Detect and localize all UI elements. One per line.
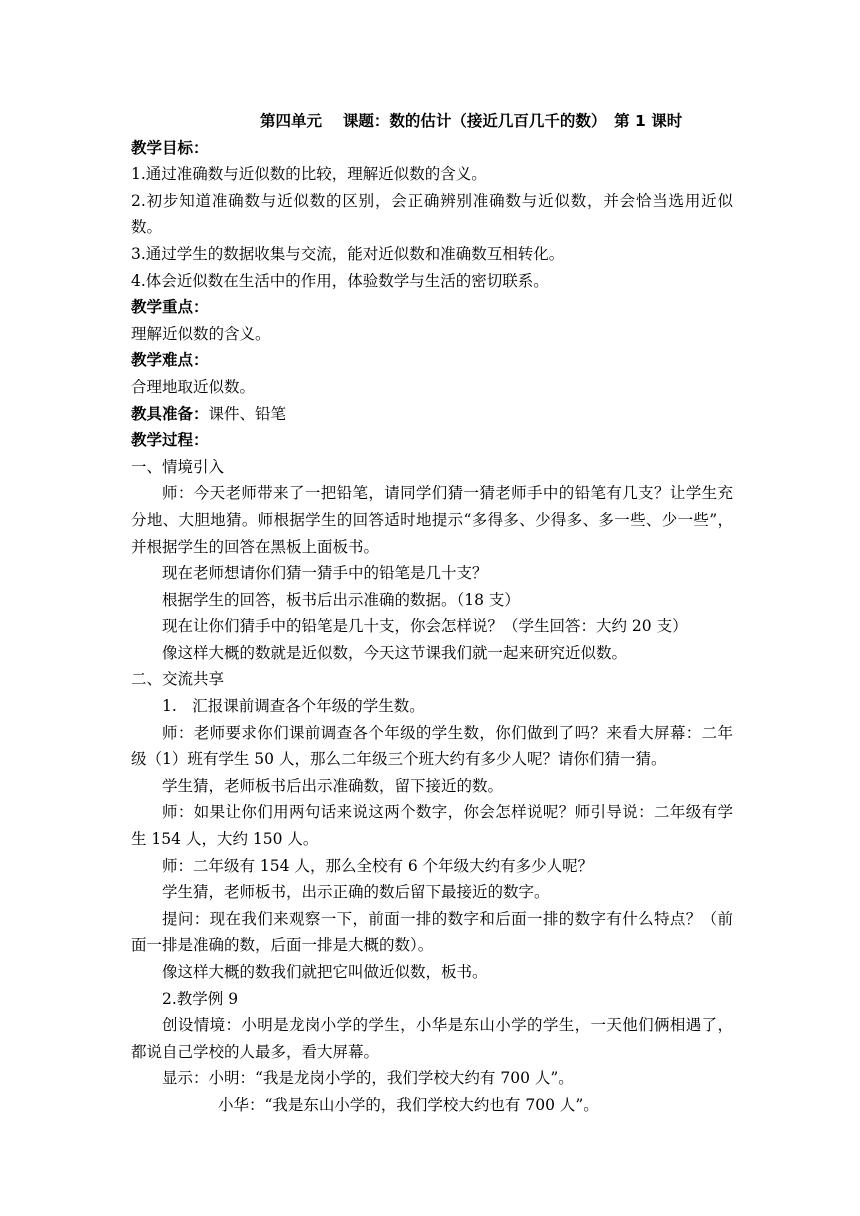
objective-item: 1.通过准确数与近似数的比较，理解近似数的含义。	[131, 165, 487, 184]
section-heading: 二、交流共享	[131, 670, 225, 689]
teaching-aids-heading: 教具准备：	[131, 404, 209, 423]
page-title: 第四单元 课题：数的估计（接近几百几千的数） 第 1 课时	[260, 112, 683, 130]
difficulty-text: 合理地取近似数。	[131, 377, 256, 396]
process-heading: 教学过程：	[131, 431, 209, 450]
dialogue-line: 小华：“我是东山小学的，我们学校大约也有 700 人”。	[218, 1095, 599, 1114]
section-heading: 一、情境引入	[131, 457, 225, 476]
objectives-heading: 教学目标：	[131, 138, 209, 157]
key-point-heading: 教学重点：	[131, 298, 209, 317]
paragraph: 创设情境：小明是龙岗小学的学生，小华是东山小学的学生，一天他们俩相遇了，都说自己学校的人最多，看大屏幕。	[131, 1016, 733, 1061]
paragraph: 根据学生的回答，板书后出示准确的数据。（18 支）	[162, 590, 520, 609]
key-point-text: 理解近似数的含义。	[131, 324, 271, 343]
objective-item: 2.初步知道准确数与近似数的区别，会正确辨别准确数与近似数，并会恰当选用近似数。	[131, 191, 733, 237]
paragraph: 像这样大概的数就是近似数，今天这节课我们就一起来研究近似数。	[162, 643, 628, 662]
difficulty-heading: 教学难点：	[131, 351, 209, 370]
paragraph: 现在老师想请你们猜一猜手中的铅笔是几十支？	[162, 564, 488, 583]
paragraph: 师：二年级有 154 人，那么全校有 6 个年级大约有多少人呢？	[162, 856, 594, 875]
subsection-heading: 1. 汇报课前调查各个年级的学生数。	[162, 697, 425, 716]
dialogue-line: 显示：小明：“我是龙岗小学的，我们学校大约有 700 人”。	[162, 1069, 574, 1088]
paragraph: 学生猜，老师板书，出示正确的数后留下最接近的数字。	[162, 883, 550, 902]
subsection-heading: 2.教学例 9	[162, 989, 239, 1008]
paragraph: 学生猜，老师板书后出示准确数，留下接近的数。	[162, 776, 504, 795]
paragraph: 提问：现在我们来观察一下，前面一排的数字和后面一排的数字有什么特点？（前面一排是准确的数，后面一排是大概的数）。	[131, 909, 733, 955]
paragraph: 师：今天老师带来了一把铅笔，请同学们猜一猜老师手中的铅笔有几支？让学生充分地、大胆地猜。师根据学生的回答适时地提示“多得多、少得多、多一些、少一些”，并根据学生的回答在黑板上面板书。	[131, 484, 733, 556]
paragraph: 像这样大概的数我们就把它叫做近似数，板书。	[162, 963, 488, 981]
teaching-aids	[131, 401, 733, 428]
teaching-aids-text: 课件、铅笔	[208, 404, 287, 423]
paragraph: 师：老师要求你们课前调查各个年级的学生数，你们做到了吗？来看大屏幕：二年级（1）班有学生 50 人，那么二年级三个班大约有多少人呢？请你们猜一猜。	[131, 723, 733, 769]
objective-item: 3.通过学生的数据收集与交流，能对近似数和准确数互相转化。	[131, 244, 565, 263]
paragraph: 现在让你们猜手中的铅笔是几十支，你会怎样说？（学生回答：大约 20 支）	[162, 617, 688, 636]
lesson-plan	[131, 108, 733, 1119]
objective-item: 4.体会近似数在生活中的作用，体验数学与生活的密切联系。	[131, 271, 549, 290]
paragraph: 师：如果让你们用两句话来说这两个数字，你会怎样说呢？师引导说：二年级有学生 154 人，大约 150 人。	[131, 803, 733, 849]
